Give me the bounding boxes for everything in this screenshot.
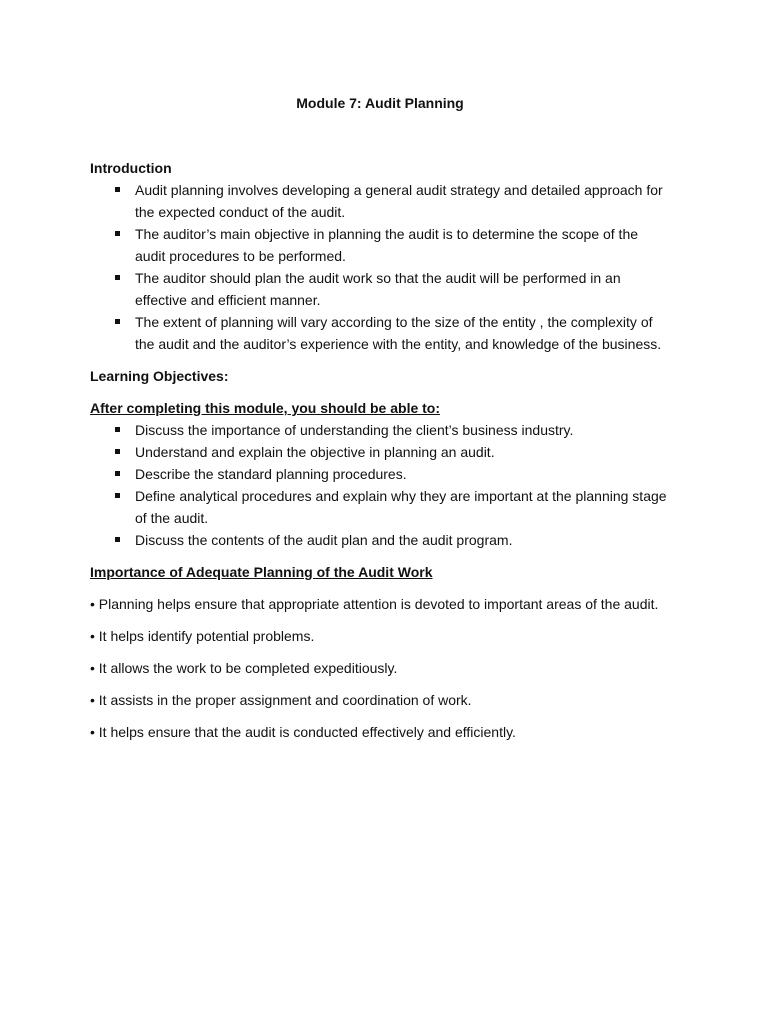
importance-heading: Importance of Adequate Planning of the Audit Work <box>90 564 433 580</box>
learning-objectives-list <box>90 419 670 551</box>
list-item: Describe the standard planning procedures. <box>90 463 670 485</box>
importance-paragraph: • It helps identify potential problems. <box>90 628 315 644</box>
importance-paragraph: • It helps ensure that the audit is conducted effectively and efficiently. <box>90 724 516 740</box>
importance-paragraph: • It allows the work to be completed expeditiously. <box>90 660 398 676</box>
list-item: Discuss the importance of understanding the client’s business industry. <box>90 419 670 441</box>
learning-objectives-heading: Learning Objectives: <box>90 368 229 384</box>
introduction-heading: Introduction <box>90 160 172 176</box>
importance-paragraph: • Planning helps ensure that appropriate attention is devoted to important areas of the audit. <box>90 596 659 612</box>
introduction-list <box>90 179 670 355</box>
importance-paragraph: • It assists in the proper assignment and coordination of work. <box>90 692 472 708</box>
list-item: Audit planning involves developing a general audit strategy and detailed approach for the expected conduct of the audit. <box>90 179 670 223</box>
page-title: Module 7: Audit Planning <box>296 95 464 111</box>
list-item: Understand and explain the objective in planning an audit. <box>90 441 670 463</box>
list-item: The extent of planning will vary according to the size of the entity , the complexity of the audit and the auditor’s experience with the entity, and knowledge of the business. <box>90 311 670 355</box>
list-item: Discuss the contents of the audit plan and the audit program. <box>90 529 670 551</box>
list-item: The auditor should plan the audit work so that the audit will be performed in an effective and efficient manner. <box>90 267 670 311</box>
list-item: The auditor’s main objective in planning the audit is to determine the scope of the audit procedures to be performed. <box>90 223 670 267</box>
list-item: Define analytical procedures and explain why they are important at the planning stage of the audit. <box>90 485 670 529</box>
learning-objectives-subheading: After completing this module, you should be able to: <box>90 400 441 416</box>
